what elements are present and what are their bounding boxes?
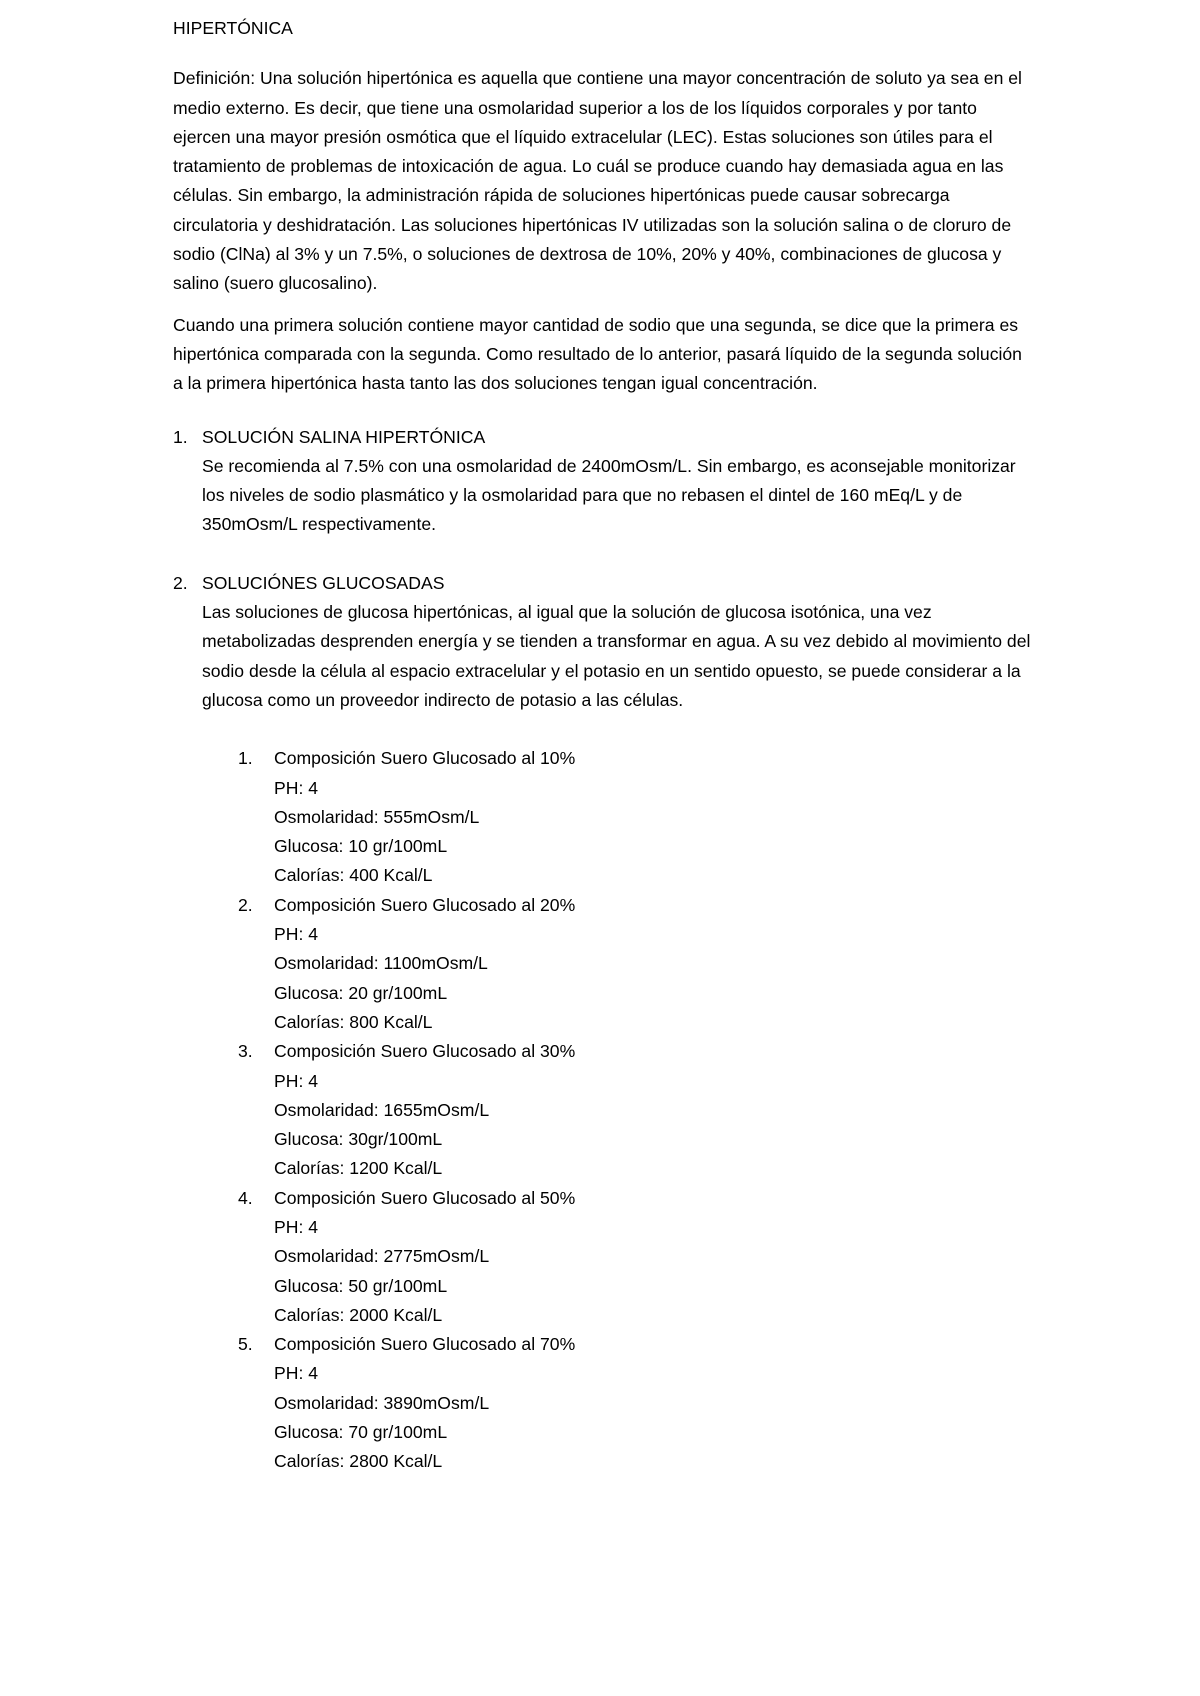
composition-item (238, 744, 1033, 890)
item-osmolaridad: Osmolaridad: 1655mOsm/L (274, 1099, 490, 1120)
item-ph: PH: 4 (274, 1363, 319, 1384)
section-number: 1. (173, 426, 188, 447)
item-glucosa: Glucosa: 50 gr/100mL (274, 1275, 448, 1296)
item-ph: PH: 4 (274, 924, 319, 945)
item-heading: Composición Suero Glucosado al 10% (274, 748, 576, 769)
section-number: 2. (173, 572, 188, 593)
item-number: 4. (238, 1187, 253, 1208)
item-calorias: Calorías: 2800 Kcal/L (274, 1451, 443, 1472)
definition-paragraph: Definición: Una solución hipertónica es aquella que contiene una mayor concentración de soluto ya sea en el medio externo. Es decir, que tiene una osmolaridad superior a los de los líquidos corporales y por tanto ejercen una mayor presión osmótica que el líquido extracelular (LEC). Estas soluciones son útiles para el tratamiento de problemas de intoxicación de agua. Lo cuál se produce cuando hay demasiada agua en las células. Sin embargo, la administración rápida de soluciones hipertónicas puede causar sobrecarga circulatoria y deshidratación. Las soluciones hipertónicas IV utilizadas son la solución salina o de cloruro de sodio (ClNa) al 3% y un 7.5%, o soluciones de dextrosa de 10%, 20% y 40%, combinaciones de glucosa y salino (suero glucosalino). (173, 68, 1022, 294)
item-osmolaridad: Osmolaridad: 555mOsm/L (274, 806, 480, 827)
item-ph: PH: 4 (274, 1216, 319, 1237)
composition-list (238, 744, 1033, 1476)
item-number: 1. (238, 748, 253, 769)
item-calorias: Calorías: 800 Kcal/L (274, 1011, 433, 1032)
composition-item (238, 1037, 1033, 1183)
section-heading: SOLUCIÓN SALINA HIPERTÓNICA (202, 426, 486, 447)
item-heading: Composición Suero Glucosado al 50% (274, 1187, 576, 1208)
item-heading: Composición Suero Glucosado al 70% (274, 1334, 576, 1355)
item-glucosa: Glucosa: 30gr/100mL (274, 1129, 443, 1150)
item-heading: Composición Suero Glucosado al 20% (274, 894, 576, 915)
item-number: 2. (238, 894, 253, 915)
section-text: Se recomienda al 7.5% con una osmolaridad de 2400mOsm/L. Sin embargo, es aconsejable monitorizar los niveles de sodio plasmático y la osmolaridad para que no rebasen el dintel de 160 mEq/L y de 350mOsm/L respectivamente. (202, 455, 1016, 535)
item-calorias: Calorías: 400 Kcal/L (274, 865, 433, 886)
item-number: 5. (238, 1334, 253, 1355)
item-osmolaridad: Osmolaridad: 2775mOsm/L (274, 1246, 490, 1267)
section-text: Las soluciones de glucosa hipertónicas, al igual que la solución de glucosa isotónica, una vez metabolizadas desprenden energía y se tienden a transformar en agua. A su vez debido al movimiento del sodio desde la célula al espacio extracelular y el potasio en un sentido opuesto, se puede considerar a la glucosa como un proveedor indirecto de potasio a las células. (202, 602, 1031, 710)
item-glucosa: Glucosa: 10 gr/100mL (274, 836, 448, 857)
item-ph: PH: 4 (274, 777, 319, 798)
item-heading: Composición Suero Glucosado al 30% (274, 1041, 576, 1062)
item-glucosa: Glucosa: 20 gr/100mL (274, 982, 448, 1003)
item-osmolaridad: Osmolaridad: 1100mOsm/L (274, 953, 488, 974)
item-calorias: Calorías: 2000 Kcal/L (274, 1304, 443, 1325)
item-number: 3. (238, 1041, 253, 1062)
composition-item (238, 1330, 1033, 1476)
section-heading: SOLUCIÓNES GLUCOSADAS (202, 572, 445, 593)
item-osmolaridad: Osmolaridad: 3890mOsm/L (274, 1392, 490, 1413)
comparison-paragraph: Cuando una primera solución contiene mayor cantidad de sodio que una segunda, se dice que la primera es hipertónica comparada con la segunda. Como resultado de lo anterior, pasará líquido de la segunda solución a la primera hipertónica hasta tanto las dos soluciones tengan igual concentración. (173, 314, 1022, 394)
section-glucose (173, 569, 1033, 1477)
composition-item (238, 1184, 1033, 1330)
item-ph: PH: 4 (274, 1070, 319, 1091)
composition-item (238, 891, 1033, 1037)
section-saline (173, 423, 1033, 540)
document-title: HIPERTÓNICA (173, 18, 293, 38)
item-glucosa: Glucosa: 70 gr/100mL (274, 1422, 448, 1443)
document-page (173, 14, 1033, 1477)
item-calorias: Calorías: 1200 Kcal/L (274, 1158, 443, 1179)
